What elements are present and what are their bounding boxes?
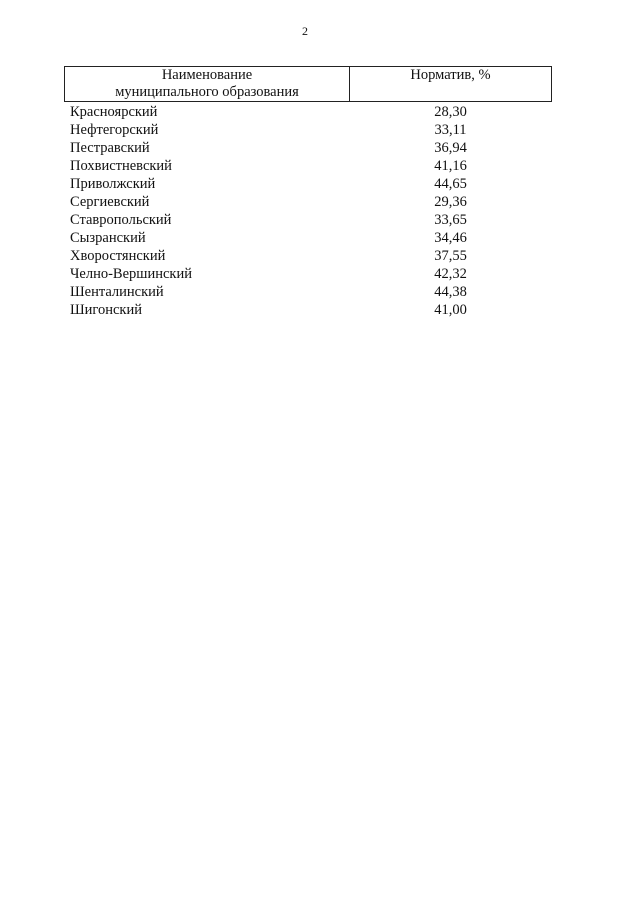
municipality-name: Приволжский [70, 176, 156, 192]
municipality-name: Красноярский [70, 104, 158, 120]
municipality-name: Пестравский [70, 140, 150, 156]
header-norm: Норматив, % [410, 67, 491, 83]
norm-value: 44,38 [434, 284, 467, 300]
table-row [64, 283, 552, 301]
table-row [64, 157, 552, 175]
table-row [64, 139, 552, 157]
table-row [64, 229, 552, 247]
municipality-name: Сызранский [70, 230, 146, 246]
table-row [64, 121, 552, 139]
norm-value: 42,32 [434, 266, 467, 282]
municipality-name: Шигонский [70, 302, 142, 318]
municipality-name: Сергиевский [70, 194, 150, 210]
table-body [64, 102, 552, 319]
header-municipality-line1: Наименование [161, 67, 253, 83]
norm-value: 41,16 [434, 158, 467, 174]
municipality-name: Хворостянский [70, 248, 166, 264]
norm-value: 44,65 [434, 176, 467, 192]
table-row [64, 265, 552, 283]
table-row [64, 175, 552, 193]
norm-value: 33,11 [434, 122, 467, 138]
norm-table [64, 66, 552, 319]
municipality-name: Челно-Вершинский [70, 266, 192, 282]
municipality-name: Ставропольский [70, 212, 172, 228]
norm-value: 28,30 [434, 104, 467, 120]
norm-value: 34,46 [434, 230, 467, 246]
municipality-name: Похвистневский [70, 158, 172, 174]
norm-value: 41,00 [434, 302, 467, 318]
table-header [64, 66, 552, 102]
table-row [64, 211, 552, 229]
municipality-name: Шенталинский [70, 284, 164, 300]
table-row [64, 247, 552, 265]
norm-value: 33,65 [434, 212, 467, 228]
norm-value: 36,94 [434, 140, 467, 156]
table-row [64, 301, 552, 319]
header-municipality-line2: муниципального образования [115, 84, 299, 100]
page-number: 2 [302, 24, 308, 38]
table-row [64, 103, 552, 121]
municipality-name: Нефтегорский [70, 122, 159, 138]
norm-value: 37,55 [434, 248, 467, 264]
header-municipality [65, 67, 350, 101]
table-row [64, 193, 552, 211]
norm-value: 29,36 [434, 194, 467, 210]
